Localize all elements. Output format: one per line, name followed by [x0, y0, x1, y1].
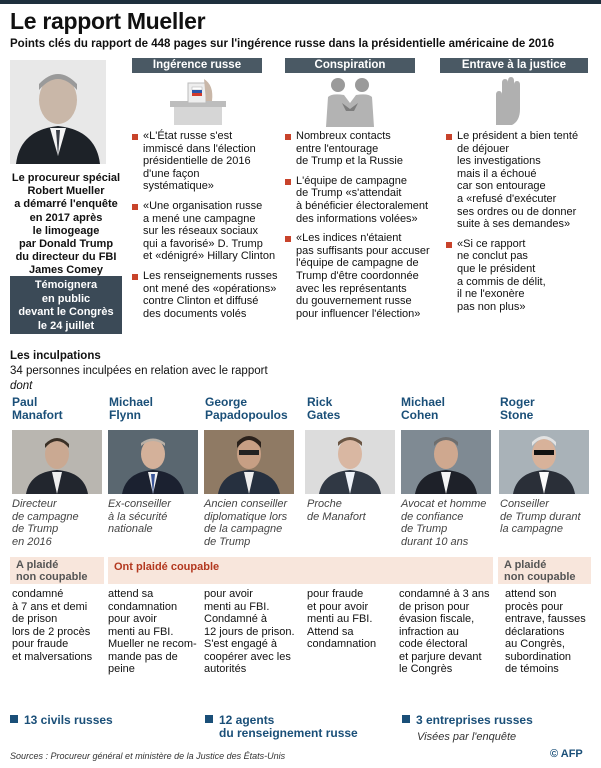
- bullet-line: de Trump et la Russie: [296, 155, 403, 168]
- square-icon: [205, 715, 213, 723]
- indictments-dont: dont: [10, 380, 33, 392]
- bullet-line: de déjouer: [457, 142, 509, 155]
- bullet-item: [446, 130, 598, 231]
- plea-guilty-label: Ont plaidé coupable: [114, 561, 220, 573]
- plea-not-guilty-stone: [498, 557, 591, 584]
- bullet-line: contre Clinton et diffusé: [143, 295, 259, 308]
- role-line: de Manafort: [307, 510, 366, 523]
- bullet-line: présidentielle de 2016: [143, 155, 251, 168]
- square-icon: [402, 715, 410, 723]
- outcome-line: code électoral: [399, 638, 468, 650]
- top-bar: [0, 0, 601, 4]
- bullet-item: [285, 175, 441, 225]
- role-line: de confiance: [401, 510, 464, 523]
- photo-stone: [499, 430, 589, 494]
- outcome-flynn: [108, 588, 204, 676]
- outcome-line: condamné: [12, 588, 64, 600]
- outcome-cohen: [399, 588, 497, 676]
- bullet-line: immiscé dans l'élection: [143, 142, 256, 155]
- bullet-line: car son entourage: [457, 180, 546, 193]
- outcome-line: condamnation: [307, 638, 377, 650]
- name-line: Gates: [307, 408, 341, 422]
- plea-line: A plaidé: [16, 559, 59, 571]
- bullet-item: [132, 270, 282, 320]
- outcome-line: lors de 2 procès: [12, 625, 91, 638]
- russian-flag-ballot-icon: [168, 75, 228, 127]
- outcome-line: pour avoir: [204, 588, 253, 600]
- photo-manafort: [12, 430, 102, 494]
- bullet-line: a «refusé d'exécuter: [457, 192, 557, 205]
- testimony-line: devant le Congrès: [18, 306, 114, 318]
- page-subtitle: Points clés du rapport de 448 pages sur l'ingérence russe dans la présidentielle américaine de 2016: [10, 38, 555, 50]
- bullet-line: L'équipe de campagne: [296, 174, 407, 187]
- outcome-line: et parjure devant: [399, 650, 482, 663]
- outcome-line: Condamné à: [204, 613, 267, 625]
- name-line: Manafort: [12, 408, 63, 422]
- bullet-line: pas suffisants pour accuser: [296, 244, 430, 257]
- testimony-line: Témoignera: [34, 279, 98, 291]
- outcome-line: coopérer avec les: [204, 650, 291, 663]
- name-line: Flynn: [109, 408, 141, 422]
- name-line: Paul: [12, 395, 38, 409]
- plea-guilty-bar: [108, 557, 493, 584]
- role-line: de Trump: [12, 523, 59, 535]
- ingerence-bullets: [132, 130, 282, 327]
- entrave-bullets: [446, 130, 598, 320]
- bullet-line: pour influencer l'élection»: [296, 307, 421, 320]
- outcome-line: Mueller ne recom-: [108, 638, 197, 650]
- outcome-line: et malversations: [12, 650, 93, 663]
- person-name-cohen: [401, 396, 445, 422]
- role-line: de Trump durant: [500, 510, 581, 523]
- mueller-caption-line: a démarré l'enquête: [14, 198, 118, 211]
- mueller-caption-line: James Comey: [29, 264, 103, 277]
- outcome-line: menti au FBI.: [307, 613, 373, 625]
- role-line: Ancien conseiller: [204, 498, 288, 510]
- role-line: de campagne: [12, 510, 79, 523]
- outcome-line: déclarations: [505, 625, 565, 638]
- indictments-title: Les inculpations: [10, 350, 101, 362]
- outcome-manafort: [12, 588, 108, 663]
- outcome-line: attend sa: [108, 588, 154, 600]
- handshake-icon: [320, 75, 380, 127]
- bullet-item: [285, 130, 441, 168]
- role-line: Conseiller: [500, 498, 549, 510]
- bullet-line: «L'État russe s'est: [143, 130, 233, 142]
- mueller-caption-line: le limogeage: [32, 224, 100, 237]
- role-line: de la campagne: [204, 523, 283, 535]
- outcome-line: de témoins: [505, 663, 559, 675]
- stat-label: du renseignement russe: [219, 726, 358, 740]
- mueller-caption-line: par Donald Trump: [18, 238, 114, 251]
- bullet-line: Nombreux contacts: [296, 130, 391, 142]
- bullet-line: Le président a bien tenté: [457, 130, 579, 142]
- role-gates: [307, 498, 399, 523]
- bullet-line: de Trump «s'attendait: [296, 187, 402, 200]
- stop-hand-icon: [478, 75, 538, 127]
- testimony-line: le 24 juillet: [37, 319, 95, 332]
- bullet-line: «Une organisation russe: [143, 199, 263, 212]
- outcome-line: menti au FBI.: [204, 600, 270, 613]
- outcome-line: menti au FBI.: [108, 625, 174, 638]
- stats-note: Visées par l'enquête: [417, 731, 517, 743]
- outcome-line: pour fraude: [307, 588, 364, 600]
- mueller-caption-line: du directeur du FBI: [15, 251, 117, 264]
- photo-flynn: [108, 430, 198, 494]
- outcome-line: condamné à 3 ans: [399, 588, 490, 600]
- stat-label: 3 entreprises russes: [416, 713, 533, 727]
- role-manafort: [12, 498, 104, 548]
- outcome-line: à 7 ans et demi: [12, 600, 88, 613]
- outcome-line: autorités: [204, 663, 247, 675]
- plea-line: non coupable: [16, 571, 88, 583]
- name-line: Michael: [401, 395, 446, 409]
- outcome-line: Attend sa: [307, 625, 354, 638]
- testimony-line: en public: [41, 292, 91, 305]
- bullet-line: l'équipe de campagne de: [296, 257, 419, 270]
- role-stone: [500, 498, 598, 536]
- outcome-stone: [505, 588, 597, 676]
- bullet-item: [285, 232, 441, 320]
- plea-not-guilty-manafort: [10, 557, 104, 584]
- bullet-line: «Si ce rapport: [457, 237, 526, 250]
- bullet-line: ses ordres ou de donner: [457, 205, 577, 218]
- outcome-line: de prison pour: [399, 600, 470, 613]
- bullet-item: [132, 130, 282, 193]
- role-line: Avocat et homme: [401, 498, 487, 510]
- bullet-line: du gouvernement russe: [296, 295, 412, 308]
- person-name-manafort: [12, 396, 63, 422]
- bullet-line: qui a favorisé» D. Trump: [143, 237, 263, 250]
- bullet-line: mais il a échoué: [457, 167, 537, 180]
- bullet-line: les investigations: [457, 155, 541, 168]
- bullet-line: a commis de délit,: [457, 275, 546, 288]
- role-line: à la sécurité: [108, 510, 168, 523]
- header-ingerence: Ingérence russe: [132, 58, 262, 73]
- bullet-item: [132, 200, 282, 263]
- bullet-line: a mené une campagne: [143, 212, 256, 225]
- bullet-line: Trump d'être coordonnée: [296, 269, 419, 282]
- bullet-line: il ne l'exonère: [457, 288, 525, 301]
- mueller-portrait: [10, 60, 106, 164]
- outcome-gates: [307, 588, 397, 651]
- mueller-caption-line: en 2017 après: [29, 211, 103, 224]
- bullet-line: sur les réseaux sociaux: [143, 225, 258, 238]
- conspiration-bullets: [285, 130, 441, 327]
- role-line: en 2016: [12, 535, 52, 548]
- bullet-line: «Les indices n'étaient: [296, 232, 402, 245]
- bullet-line: ne conclut pas: [457, 250, 528, 263]
- outcome-line: procès pour: [505, 600, 564, 613]
- role-cohen: [401, 498, 497, 548]
- bullet-line: entre l'entourage: [296, 142, 379, 155]
- sources: Sources : Procureur général et ministère de la Justice des États-Unis: [10, 751, 286, 761]
- bullet-line: ont mené des «opérations»: [143, 282, 277, 295]
- stat-civils: [10, 714, 113, 727]
- afp-credit: © AFP: [550, 748, 583, 760]
- role-line: de Trump: [204, 535, 251, 548]
- header-entrave: Entrave à la justice: [440, 58, 588, 73]
- person-name-gates: [307, 396, 340, 422]
- outcome-line: attend son: [505, 588, 557, 600]
- outcome-line: 12 jours de prison.: [204, 625, 295, 638]
- bullet-line: d'une façon: [143, 167, 200, 180]
- bullet-line: Les renseignements russes: [143, 269, 278, 282]
- outcome-line: évasion fiscale,: [399, 613, 475, 625]
- bullet-item: [446, 238, 598, 314]
- page-title: Le rapport Mueller: [10, 8, 206, 34]
- outcome-line: entrave, fausses: [505, 613, 586, 625]
- mueller-caption: [10, 172, 122, 278]
- outcome-line: pour avoir: [108, 613, 157, 625]
- role-line: durant 10 ans: [401, 535, 469, 548]
- bullet-line: systématique»: [143, 180, 214, 193]
- outcome-line: au Congrès,: [505, 638, 565, 650]
- outcome-line: S'est engagé à: [204, 638, 278, 650]
- outcome-line: infraction au: [399, 625, 459, 638]
- name-line: Cohen: [401, 408, 439, 422]
- stat-label: 12 agents: [219, 713, 275, 727]
- bullet-line: que le président: [457, 262, 536, 275]
- person-name-papadopoulos: [205, 396, 288, 422]
- role-line: de Trump: [401, 523, 448, 535]
- person-name-stone: [500, 396, 535, 422]
- outcome-papadopoulos: [204, 588, 304, 676]
- role-line: la campagne: [500, 523, 563, 535]
- mueller-caption-line: Robert Mueller: [27, 185, 105, 198]
- bullet-line: pas non plus»: [457, 300, 526, 313]
- outcome-line: de prison: [12, 613, 58, 625]
- photo-cohen: [401, 430, 491, 494]
- role-line: nationale: [108, 523, 153, 535]
- bullet-line: et «dénigré» Hillary Clinton: [143, 250, 276, 263]
- bullet-line: suite à ses demandes»: [457, 218, 571, 231]
- plea-line: A plaidé: [504, 559, 547, 571]
- name-line: Roger: [500, 395, 535, 409]
- outcome-line: le Congrès: [399, 663, 453, 675]
- bullet-line: des documents volés: [143, 307, 247, 320]
- outcome-line: et pour avoir: [307, 600, 369, 613]
- stat-label: 13 civils russes: [24, 713, 113, 727]
- mueller-caption-line: Le procureur spécial: [11, 172, 121, 184]
- person-name-flynn: [109, 396, 153, 422]
- outcome-line: mande pas de: [108, 650, 178, 663]
- outcome-line: subordination: [505, 650, 572, 663]
- outcome-line: pour fraude: [12, 638, 69, 650]
- name-line: Papadopoulos: [205, 408, 288, 422]
- bullet-line: des informations volées»: [296, 212, 418, 225]
- stat-entreprises: [402, 714, 533, 727]
- header-conspiration: Conspiration: [285, 58, 415, 73]
- bullet-line: avec les représentants: [296, 282, 407, 295]
- photo-papadopoulos: [204, 430, 294, 494]
- outcome-line: condamnation: [108, 600, 178, 613]
- outcome-line: peine: [108, 663, 135, 675]
- role-line: Ex-conseiller: [108, 498, 171, 510]
- stat-agents: [205, 714, 358, 740]
- role-line: Proche: [307, 498, 342, 510]
- name-line: Rick: [307, 395, 333, 409]
- plea-line: non coupable: [504, 571, 576, 583]
- indictments-subtitle: 34 personnes inculpées en relation avec le rapport: [10, 365, 268, 377]
- testimony-box: [10, 276, 122, 334]
- bullet-line: à bénéficier électoralement: [296, 199, 429, 212]
- name-line: George: [205, 395, 248, 409]
- role-line: Directeur: [12, 498, 57, 510]
- role-papadopoulos: [204, 498, 304, 548]
- photo-gates: [305, 430, 395, 494]
- role-flynn: [108, 498, 202, 536]
- name-line: Michael: [109, 395, 154, 409]
- role-line: diplomatique lors: [204, 510, 288, 523]
- square-icon: [10, 715, 18, 723]
- name-line: Stone: [500, 408, 534, 422]
